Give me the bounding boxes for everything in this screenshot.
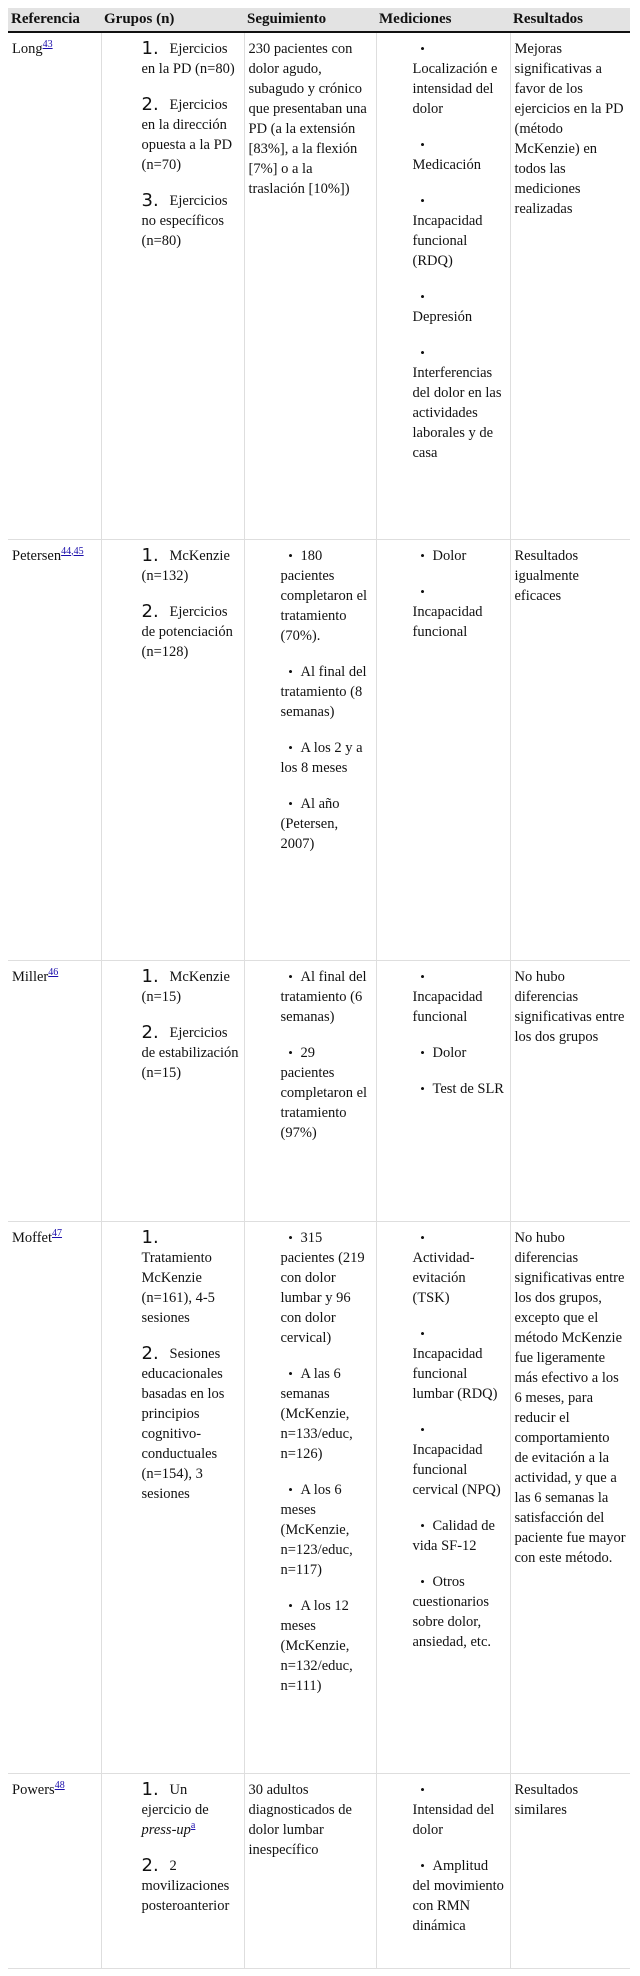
list-item: • 29 pacientes completaron el tratamiento (97%) xyxy=(280,1044,368,1141)
list-item: • Incapacidad funcional cervical (NPQ) xyxy=(412,1421,501,1498)
list-item: • A los 2 y a los 8 meses xyxy=(280,739,363,776)
result-cell: No hubo diferencias significativas entre los dos grupos, excepto que el método McKenzie fue ligeramente más efectivo a los 6 meses, para reducir el comportamiento de evitación a la actividad, y que a las 6 semanas la satisfacción del paciente fue mayor con este método. xyxy=(510,1221,630,1773)
measures-cell xyxy=(376,1221,510,1773)
list-item: • Interferencias del dolor en las actividades laborales y de casa xyxy=(412,345,502,461)
list-item: • Otros cuestionarios sobre dolor, ansiedad, etc. xyxy=(412,1573,492,1650)
ref-cell xyxy=(8,1221,101,1773)
list-item: 1. Un ejercicio de press-up$^a$ xyxy=(141,1778,209,1838)
header-seguimiento: Seguimiento xyxy=(244,8,376,32)
list-item: 3. Ejercicios no específicos (n=80) xyxy=(141,190,228,249)
list-item: 1. McKenzie (n=132) xyxy=(141,544,230,584)
ref-name: Moffet xyxy=(12,1229,53,1246)
list-item: • A las 6 semanas (McKenzie, n=133/educ, n=126) xyxy=(280,1365,353,1462)
groups-cell xyxy=(101,539,244,960)
list-item: • Dolor xyxy=(420,1044,467,1061)
list-item: • Amplitud del movimiento con RMN dinámica xyxy=(412,1857,504,1934)
list-item: • Incapacidad funcional xyxy=(412,583,483,640)
list-item: • Incapacidad funcional lumbar (RDQ) xyxy=(412,1325,498,1402)
list-item: • Calidad de vida SF-12 xyxy=(412,1517,495,1554)
header-referencia: Referencia xyxy=(8,8,101,32)
table-header-row xyxy=(8,8,630,32)
table-row xyxy=(8,1773,630,1968)
ref-cell xyxy=(8,1773,101,1968)
list-item: • Intensidad del dolor xyxy=(412,1781,495,1838)
list-item: • Al año (Petersen, 2007) xyxy=(280,795,340,852)
ref-name: Long xyxy=(12,41,43,57)
table-row xyxy=(8,539,630,960)
ref-link[interactable]: 46 xyxy=(48,966,59,978)
list-item: • Depresión xyxy=(412,289,473,325)
measures-cell xyxy=(376,1773,510,1968)
list-item: 2. Sesiones educacionales basadas en los principios cognitivo-conductuales (n=154), 3 sesiones xyxy=(141,1342,225,1502)
ref-cell xyxy=(8,539,101,960)
list-item: • 180 pacientes completaron el tratamiento (70%). xyxy=(280,547,368,644)
results-table xyxy=(8,8,630,1969)
list-item: • 315 pacientes (219 con dolor lumbar y 96 con dolor cervical) xyxy=(280,1229,365,1346)
list-item: 2. Ejercicios de potenciación (n=128) xyxy=(141,600,233,660)
result-cell: No hubo diferencias significativas entre los dos grupos xyxy=(510,960,630,1221)
ref-name: Miller xyxy=(12,968,49,985)
list-item: • A los 12 meses (McKenzie, n=132/educ, n=111) xyxy=(280,1597,353,1694)
measures-cell xyxy=(376,32,510,539)
followup-cell: 30 adultos diagnosticados de dolor lumbar inespecífico xyxy=(244,1773,376,1968)
header-mediciones: Mediciones xyxy=(376,8,510,32)
ref-link[interactable]: 44,45 xyxy=(61,545,84,557)
list-item: • Incapacidad funcional (RDQ) xyxy=(412,193,483,269)
list-item: • Al final del tratamiento (6 semanas) xyxy=(280,968,367,1025)
groups-cell xyxy=(101,1773,244,1968)
measures-cell xyxy=(376,960,510,1221)
list-item: 1. McKenzie (n=15) xyxy=(141,965,230,1005)
followup-cell xyxy=(244,960,376,1221)
list-item: • Test de SLR xyxy=(420,1080,504,1097)
list-item: • Medicación xyxy=(412,137,481,173)
ref-cell xyxy=(8,32,101,539)
groups-cell xyxy=(101,960,244,1221)
header-grupos: Grupos (n) xyxy=(101,8,244,32)
followup-cell xyxy=(244,1221,376,1773)
list-item: 2. 2 movilizaciones posteroanterior xyxy=(141,1854,230,1914)
list-item: • Dolor xyxy=(420,547,467,564)
list-item: 2. Ejercicios en la dirección opuesta a la PD (n=70) xyxy=(141,94,233,173)
list-item: • Al final del tratamiento (8 semanas) xyxy=(280,663,367,720)
ref-name: Petersen xyxy=(12,547,62,564)
list-item: • Actividad-evitación (TSK) xyxy=(412,1229,475,1306)
result-cell: Mejoras significativas a favor de los ejercicios en la PD (método McKenzie) en todos las mediciones realizadas xyxy=(510,32,630,539)
list-item: 2. Ejercicios de estabilización (n=15) xyxy=(141,1021,239,1081)
list-item: 1. Tratamiento McKenzie (n=161), 4-5 sesiones xyxy=(141,1226,215,1326)
followup-cell: 230 pacientes con dolor agudo, subagudo y crónico que presentaban una PD (a la extensión [83%], a la flexión [7%] o a la traslación [10%]) xyxy=(244,32,376,539)
result-cell: Resultados similares xyxy=(510,1773,630,1968)
ref-cell xyxy=(8,960,101,1221)
list-item: 1. Ejercicios en la PD (n=80) xyxy=(141,38,235,77)
footnote-link[interactable]: a xyxy=(190,1819,196,1831)
measures-cell xyxy=(376,539,510,960)
table-row xyxy=(8,32,630,539)
ref-link[interactable]: 43 xyxy=(42,39,53,51)
table-row xyxy=(8,1221,630,1773)
header-resultados: Resultados xyxy=(510,8,630,32)
ref-link[interactable]: 47 xyxy=(52,1227,63,1239)
followup-cell xyxy=(244,539,376,960)
ref-name: Powers xyxy=(12,1781,55,1798)
result-cell: Resultados igualmente eficaces xyxy=(510,539,630,960)
ref-link[interactable]: 48 xyxy=(54,1779,65,1791)
groups-cell xyxy=(101,1221,244,1773)
table-row xyxy=(8,960,630,1221)
list-item: • Localización e intensidad del dolor xyxy=(412,41,498,117)
list-item: • A los 6 meses (McKenzie, n=123/educ, n=117) xyxy=(280,1481,353,1578)
list-item: • Incapacidad funcional xyxy=(412,968,483,1025)
groups-cell xyxy=(101,32,244,539)
